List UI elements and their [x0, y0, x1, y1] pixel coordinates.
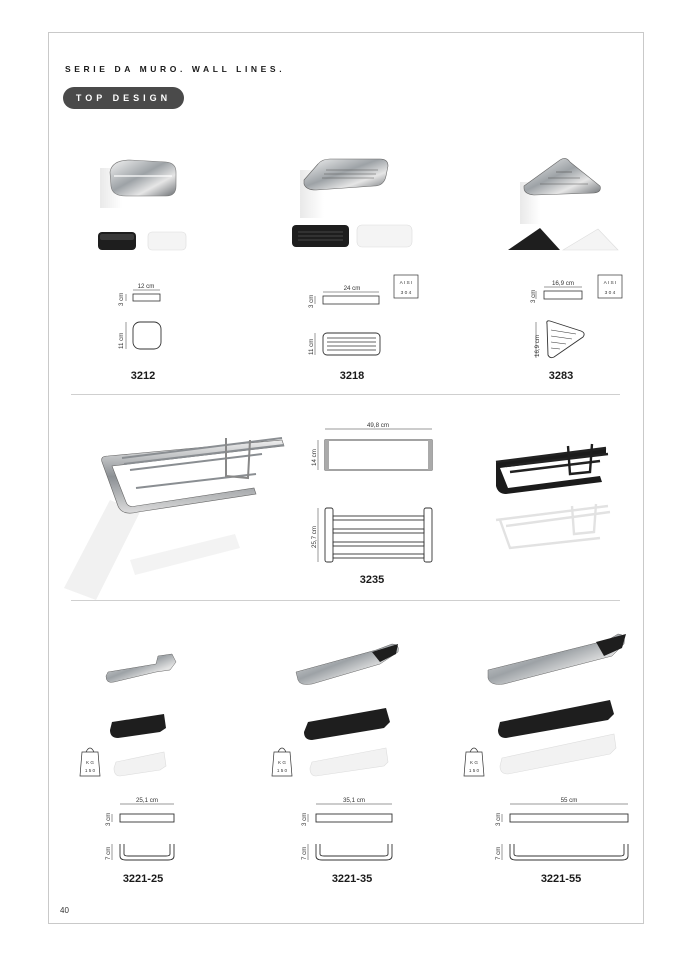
dim-3221-55-depth: 7 cm [495, 846, 502, 860]
corner-basket-3283-photo [508, 158, 618, 250]
kg-3221-55-label: K G [470, 760, 478, 765]
dim-3212-height: 3 cm [118, 292, 125, 306]
dim-3283-depth: 16,9 cm [534, 334, 541, 357]
page-number: 40 [60, 906, 69, 915]
dim-3218-height: 3 cm [308, 294, 315, 308]
top-design-badge: TOP DESIGN [63, 87, 184, 109]
kg-3221-35-value: 1 5 0 [276, 768, 288, 773]
dim-3235-depth: 25,7 cm [311, 525, 318, 548]
dimension-labels [85, 280, 617, 860]
aisi-3283-label: A I S I [603, 281, 617, 286]
page-title: SERIE DA MURO. WALL LINES. [65, 64, 286, 74]
aisi-3283-grade: 3 0 4 [604, 291, 616, 296]
dim-3221-25-width: 25,1 cm [135, 797, 159, 804]
kg-3221-35-label: K G [278, 760, 286, 765]
product-code-3212: 3212 [130, 370, 156, 382]
dim-3218-depth: 11 cm [308, 338, 315, 355]
product-code-3221-55: 3221-55 [540, 873, 582, 885]
soap-dish-3212-photo [98, 160, 186, 250]
grab-bar-3221-35-photo [296, 644, 398, 776]
basket-3218-photo [292, 159, 412, 247]
dim-3283-width: 16,9 cm [551, 280, 575, 287]
towel-rack-3235-diagram [318, 429, 432, 562]
dim-3221-55-height: 3 cm [495, 812, 502, 826]
aisi-3218-label: A I S I [399, 281, 413, 286]
dim-3218-width: 24 cm [343, 285, 361, 292]
dim-3283-height: 3 cm [530, 289, 537, 303]
product-code-3235: 3235 [359, 574, 385, 586]
product-code-3221-35: 3221-35 [331, 873, 373, 885]
section-divider-2 [71, 600, 620, 601]
product-code-3221-25: 3221-25 [122, 873, 164, 885]
dim-3212-width: 12 cm [137, 283, 155, 290]
kg-3221-25-value: 1 5 0 [84, 768, 96, 773]
dim-3221-55-width: 55 cm [560, 797, 578, 804]
product-code-3283: 3283 [548, 370, 574, 382]
corner-basket-3283-diagram [536, 275, 622, 358]
product-code-3218: 3218 [339, 370, 365, 382]
dim-3221-25-depth: 7 cm [105, 846, 112, 860]
dim-3212-depth: 11 cm [118, 332, 125, 349]
dim-3221-25-height: 3 cm [105, 812, 112, 826]
dim-3221-35-width: 35,1 cm [342, 797, 366, 804]
section-divider-1 [71, 394, 620, 395]
dim-3221-35-depth: 7 cm [301, 846, 308, 860]
grab-bar-3221-55-photo [488, 634, 626, 774]
dim-3235-width: 49,8 cm [366, 422, 390, 429]
basket-3218-diagram [315, 275, 418, 355]
soap-dish-3212-diagram [126, 290, 161, 349]
aisi-3218-grade: 3 0 4 [400, 291, 412, 296]
grab-bar-3221-25-photo [106, 654, 176, 776]
kg-3221-25-label: K G [86, 760, 94, 765]
dim-3235-height: 14 cm [311, 449, 318, 466]
kg-3221-55-value: 1 5 0 [468, 768, 480, 773]
dim-3221-35-height: 3 cm [301, 812, 308, 826]
